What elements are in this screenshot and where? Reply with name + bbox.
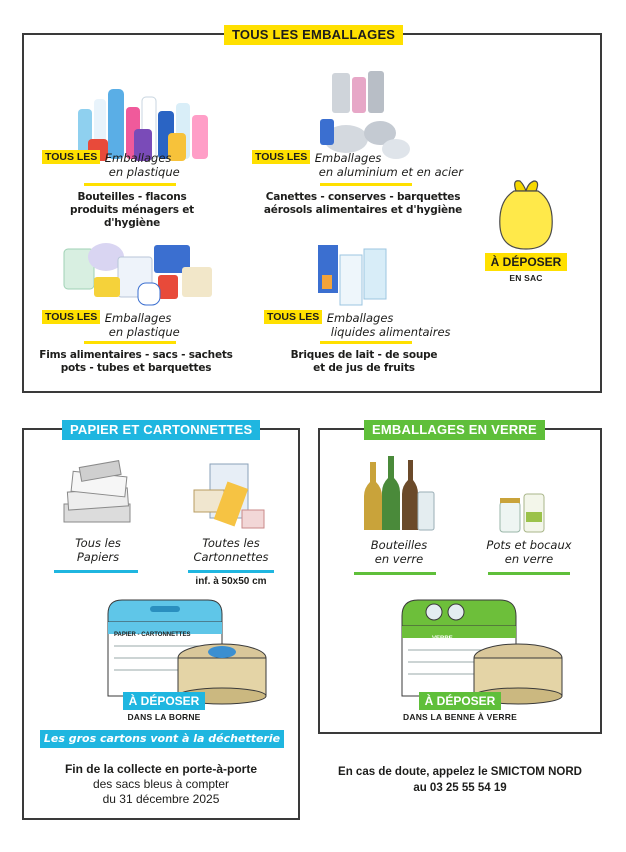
film-shape <box>94 277 120 297</box>
papier-deposer <box>84 692 244 722</box>
can-shape <box>320 119 334 145</box>
desc-line: pots - tubes et barquettes <box>60 362 212 374</box>
yellow-underline <box>320 341 412 344</box>
can-shape <box>368 71 384 113</box>
bottle-shape <box>108 89 124 159</box>
jar-shape <box>500 498 520 503</box>
can-shape <box>332 73 350 113</box>
green-underline <box>354 572 436 575</box>
item-line: Emballages <box>104 311 172 325</box>
bottle-shape <box>402 460 418 530</box>
desc-line: et de jus de fruits <box>313 362 415 374</box>
label-line: Bouteilles <box>370 538 428 552</box>
papier-footer <box>24 762 298 807</box>
item-plastique-1-desc <box>42 191 222 230</box>
deposer-label: À DÉPOSER <box>123 692 206 710</box>
item-line: en plastique <box>108 165 180 179</box>
deposer-sub: DANS LA BENNE À VERRE <box>403 712 517 722</box>
deposer-label: À DÉPOSER <box>485 253 568 271</box>
glass-jars-image <box>498 486 550 534</box>
emballages-deposer <box>476 253 576 283</box>
contact-phone: au 03 25 55 54 19 <box>413 782 507 794</box>
jar-shape <box>500 502 520 532</box>
footer-line: Fin de la collecte en porte-à-porte <box>64 762 258 776</box>
film-shape <box>138 283 160 305</box>
desc-line: Briques de lait - de soupe <box>290 349 438 361</box>
item-metal-label <box>252 151 463 179</box>
tous-les-tag: TOUS LES <box>264 310 322 324</box>
blue-underline <box>188 570 274 573</box>
label-line: en verre <box>504 552 554 566</box>
box-shape <box>242 510 264 528</box>
desc-line: produits ménagers et d'hygiène <box>70 204 194 229</box>
papier-section <box>22 422 300 820</box>
yellow-underline <box>320 183 412 186</box>
yellow-bag-icon <box>494 177 558 253</box>
papier-title: PAPIER ET CARTONNETTES <box>62 420 260 440</box>
label-line: en verre <box>374 552 424 566</box>
plastic-films-image <box>58 227 218 311</box>
verre-section <box>318 422 602 734</box>
carton-shape <box>364 249 386 299</box>
blue-underline <box>54 570 138 573</box>
label-line: Cartonnettes <box>193 550 269 564</box>
item-metal-desc <box>250 191 476 217</box>
item-line: Emballages <box>104 151 172 165</box>
bottle-shape <box>364 462 382 530</box>
label-line: Toutes les <box>202 536 260 550</box>
item-line: Emballages <box>326 311 394 325</box>
glass-bottles-image <box>358 452 438 534</box>
cartonnettes-note: inf. à 50x50 cm <box>195 576 267 587</box>
cartonnettes-label <box>176 536 286 564</box>
film-shape <box>158 275 178 299</box>
yellow-underline <box>84 341 176 344</box>
footer-line: des sacs bleus à compter <box>92 777 230 791</box>
bottle-shape <box>382 456 400 530</box>
emballages-title: TOUS LES EMBALLAGES <box>224 25 403 45</box>
emballages-section <box>22 27 602 393</box>
liquid-cartons-image <box>316 235 390 309</box>
desc-line: Canettes - conserves - barquettes <box>265 191 461 203</box>
jar-shape <box>526 512 542 522</box>
film-shape <box>182 267 212 297</box>
desc-line: Bouteilles - flacons <box>77 191 187 203</box>
papier-bin-label: PAPIER - CARTONNETTES <box>114 632 191 638</box>
can-shape <box>352 77 366 113</box>
deposer-label: À DÉPOSER <box>419 692 502 710</box>
footer-line: du 31 décembre 2025 <box>102 792 220 806</box>
yellow-underline <box>84 183 176 186</box>
bottle-shape <box>418 492 434 530</box>
green-underline <box>488 572 570 575</box>
item-plastique-2-desc <box>38 349 234 375</box>
bouteilles-label <box>344 538 454 566</box>
carton-shape <box>322 275 332 289</box>
item-line: en aluminium et en acier <box>318 165 463 179</box>
gros-cartons-banner: Les gros cartons vont à la déchetterie <box>40 730 284 748</box>
verre-title: EMBALLAGES EN VERRE <box>364 420 545 440</box>
bottle-shape <box>192 115 208 159</box>
label-line: Tous les <box>75 536 121 550</box>
item-plastique-2-label <box>42 311 180 339</box>
desc-line: Fims alimentaires - sacs - sachets <box>39 349 233 361</box>
tous-les-tag: TOUS LES <box>252 150 310 164</box>
item-line: liquides alimentaires <box>330 325 451 339</box>
deposer-sub: DANS LA BORNE <box>127 712 201 722</box>
cartonnettes-image <box>190 460 270 534</box>
label-line: Pots et bocaux <box>486 538 572 552</box>
contact-info <box>318 764 602 796</box>
tous-les-tag: TOUS LES <box>42 310 100 324</box>
verre-deposer <box>368 692 552 722</box>
item-liquides-label <box>264 311 451 339</box>
label-line: Papiers <box>76 550 120 564</box>
contact-line: En cas de doute, appelez le SMICTOM NORD <box>338 766 582 778</box>
item-liquides-desc <box>266 349 462 375</box>
desc-line: aérosols alimentaires et d'hygiène <box>263 204 463 216</box>
tous-les-tag: TOUS LES <box>42 150 100 164</box>
verre-bin-label: VERRE <box>432 636 453 642</box>
pots-label <box>470 538 588 566</box>
papiers-label <box>48 536 148 564</box>
newspapers-image <box>60 460 136 530</box>
deposer-sub: EN SAC <box>509 273 543 283</box>
item-plastique-1-label <box>42 151 180 179</box>
carton-shape <box>340 255 362 305</box>
item-line: en plastique <box>108 325 180 339</box>
item-line: Emballages <box>314 151 382 165</box>
